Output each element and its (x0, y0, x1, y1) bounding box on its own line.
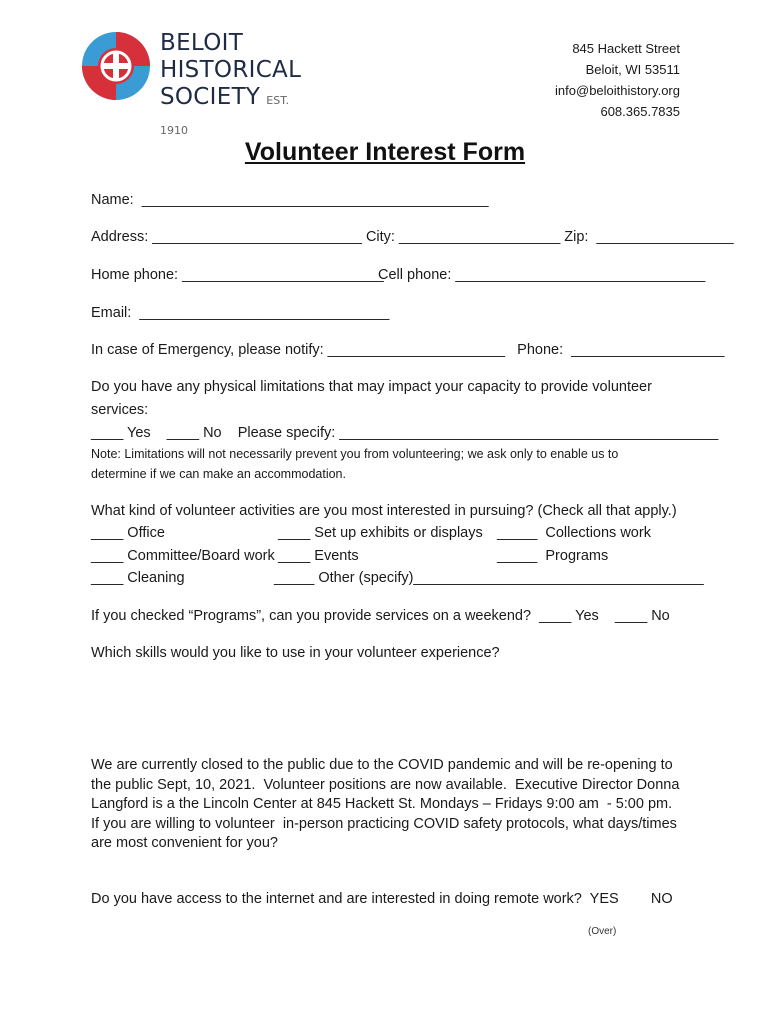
address-field[interactable]: Address: __________________________ City: ____________________ Zip: _________________ (91, 229, 734, 245)
limitations-note-cont: determine if we can make an accommodation. (91, 467, 346, 481)
activity-cleaning[interactable]: ____ Cleaning (91, 570, 185, 586)
society-logo (80, 30, 320, 137)
activity-other[interactable]: _____ Other (specify)____________________________________ (274, 570, 704, 586)
activity-events[interactable]: ____ Events (278, 548, 359, 564)
emergency-field[interactable]: In case of Emergency, please notify: ______________________ Phone: ___________________ (91, 342, 725, 358)
limitations-question-cont: services: (91, 402, 149, 418)
limitations-note: Note: Limitations will not necessarily prevent you from volunteering; we ask only to enable us to (91, 447, 619, 461)
activity-exhibits[interactable]: ____ Set up exhibits or displays (278, 525, 483, 541)
logo-wordmark (160, 30, 320, 144)
covid-notice-5: are most convenient for you? (91, 835, 278, 851)
name-field[interactable]: Name: ___________________________________________ (91, 192, 489, 208)
activity-office[interactable]: ____ Office (91, 525, 165, 541)
contact-phone: 608.365.7835 (600, 104, 680, 119)
logo-est: EST. 1910 (160, 94, 290, 137)
activity-collections[interactable]: _____ Collections work (497, 525, 651, 541)
covid-notice-4: If you are willing to volunteer in-person practicing COVID safety protocols, what days/times (91, 816, 677, 832)
form-title: Volunteer Interest Form (244, 138, 526, 166)
logo-line-beloit: BELOIT (160, 30, 244, 56)
logo-line-historical: HISTORICAL (160, 57, 302, 83)
covid-notice-2: the public Sept, 10, 2021. Volunteer positions are now available. Executive Director Donna (91, 777, 680, 793)
email-field[interactable]: Email: _______________________________ (91, 305, 390, 321)
programs-weekend-question[interactable]: If you checked “Programs”, can you provide services on a weekend? ____ Yes ____ No (91, 608, 670, 624)
limitations-question: Do you have any physical limitations that may impact your capacity to provide volunteer (91, 379, 652, 395)
contact-email[interactable]: info@beloithistory.org (555, 83, 680, 98)
skills-question: Which skills would you like to use in your volunteer experience? (91, 645, 500, 661)
limitations-options[interactable]: ____ Yes ____ No Please specify: _______________________________________________ (91, 425, 719, 441)
logo-emblem-icon (80, 30, 152, 102)
home-phone-field[interactable]: Home phone: _________________________ (91, 267, 384, 283)
activities-question: What kind of volunteer activities are you most interested in pursuing? (Check all that apply.) (91, 503, 677, 519)
logo-line-society: SOCIETY (160, 84, 261, 110)
cell-phone-field[interactable]: Cell phone: _______________________________ (378, 267, 706, 283)
over-note: (Over) (588, 926, 617, 937)
contact-street: 845 Hackett Street (572, 41, 680, 56)
covid-notice-3: Langford is a the Lincoln Center at 845 Hackett St. Mondays – Fridays 9:00 am - 5:00 pm. (91, 796, 673, 812)
activity-programs[interactable]: _____ Programs (497, 548, 609, 564)
activity-committee[interactable]: ____ Committee/Board work (91, 548, 275, 564)
contact-city: Beloit, WI 53511 (585, 62, 680, 77)
contact-block (555, 38, 680, 122)
internet-question[interactable]: Do you have access to the internet and are interested in doing remote work? YES NO (91, 891, 673, 907)
covid-notice-1: We are currently closed to the public due to the COVID pandemic and will be re-opening to (91, 757, 673, 773)
